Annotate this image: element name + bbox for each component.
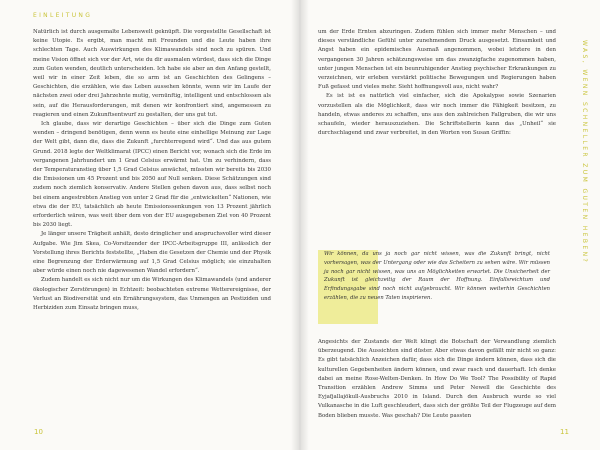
paragraph: Je länger unsere Trägheit anhält, desto dringlicher und anspruchsvoller wird dieser Aufgabe. Wie Jim Skea, Co-Vorsitzender der IPCC-Arbeitsgruppe III, anlässlich der Vorstellung ihres Berichts feststellte, „Haben die Gesetzen der Chemie und der Physik eine Begrenzung der Erderwärmung auf 1,5 Grad Celsius möglich; sie einzuhalten aber würde einen noch nie dagewesenen Wandel erfordern“. — [33, 231, 271, 275]
paragraph: Natürlich ist durch ausgemalte Lebenswelt geknüpft. Die vorgestellte Gesellschaft ist keine Utopie. Es ergibt, man macht mit Freunden und die Leute haben ihre schlechten Tage. Auch Auswirkungen des Klimawandels sind noch zu spüren. Und meine Vision öffnet sich vor der Art, wie du dir ausmalen würdest, dass sich die Dinge zum Guten wenden, deutlich unterscheiden. Ich habe sie aber an den Anfang gestellt, weil wir in einer Zeit leben, die so arm ist an Geschichten des Gelingens – Geschichten, die erzählen, wie das Leben aussehen könnte, wenn wir im Laufe der nächsten zwei oder drei Jahrzehnte mutig, vernünftig, intelligent und entschlossen als sein, auf die Herausforderungen, mit denen wir konfrontiert sind, angemessen zu reagieren und einen Zukunftsentwurf zu gestalten, der uns gut tut. — [33, 29, 271, 118]
page-number-right: 11 — [560, 428, 569, 436]
running-head-left: EINLEITUNG — [33, 12, 93, 19]
paragraph: Ich glaube, dass wir derartige Geschichten – über sich die Dinge zum Guten wenden – dringend benötigen, denn wenn es heute eine einhellige Meinung zur Lage der Welt gibt, dann die, dass die Zukunft „furchterregend wird“. Und das aus gutem Grund. 2018 legte der Weltklimarat (IPCC) einen Bericht vor, wonach sich die Erde im vergangenen Jahrhundert um 1 Grad Celsius erwärmt hat. Um zu verhindern, dass der Temperaturanstieg über 1,5 Grad Celsius anwächst, müssten wir bereits bis 2030 die Emissionen um 45 Prozent und bis 2050 auf Null senken. Diese Schätzungen sind zudem noch ziemlich konservativ. Andere Stellen gehen davon aus, dass selbst noch bei einem angestrebten Anstieg von unter 2 Grad für die „entwickelten“ Nationen, wie etwa die der EU, tatsächlich ab heute Emissionssenkungen von 13 Prozent jährlich erforderlich wären, was weit über dem von der EU ausgegebenen Ziel von 40 Prozent bis 2030 liegt. — [33, 121, 271, 229]
right-text-column-bottom — [318, 338, 556, 421]
running-head-right: WAS, WENN SCHNELLER ZUM GUTEN HEBEN? — [581, 40, 588, 265]
paragraph: Es ist ist es natürlich viel einfacher, sich die Apokalypse sowie Szenarien vorzustellen als die Möglichkeit, dass wir noch immer die Fähigkeit besitzen, zu handeln, etwas anderes zu schaffen, uns aus den zahlreichen Fallgruben, die wir uns schaufeln, wieder herauszuziehen. Die Schriftstellerin kann das „Unheil“ sie durchschlagend und zwar verbreitet, in den Worten von Susan Griffin: — [318, 93, 556, 137]
paragraph: Angesichts der Zustands der Welt klingt die Botschaft der Verwandlung ziemlich überzeugend. Die Aussichten sind düster. Aber etwas davon gefällt mir nicht so ganz: Es gibt tatsächlich Anzeichen dafür, dass sich die Dinge ändern können, dass sich die kulturellen Gegebenheiten ändern können, und zwar rasch und dauerhaft. Ich denke dabei an meine Rose-Welten-Denken. In How Do We Tool? The Possibility of Rapid Transition erzählen Andrew Simms und Peter Newell die Geschichte des Eyjafjallajökull-Ausbruchs 2010 in Island. Durch den Ausbruch wurde so viel Vulkanasche in die Luft geschleudert, dass sich der größte Teil der Flugzeuge auf dem Boden blieben musste. Was geschah? Die Leute passten — [318, 339, 556, 419]
page-number-left: 10 — [34, 428, 43, 436]
quote-text: Wir können, da uns ja noch gar nicht wissen, was die Zukunft bringt, nicht vorhersagen, was der Untergang oder wie das Scheitern zu sehen wäre. Wir müssen ja noch gar nicht wissen, was uns an Möglichkeiten erwartet. Die Unsicherheit der Zukunft ist gleichzeitig der Raum der Hoffnung. Einfallsreichtum und Erfindungsgabe sind noch nicht aufgebraucht. Wir können weiterhin Geschichten erzählen, die zu neuen Taten inspirieren. — [324, 251, 550, 301]
side-running-head — [576, 40, 590, 290]
paragraph: Zudem handelt es sich nicht nur um die Wirkungen des Klimawandels (und anderer ökologischer Zerstörungen) in Echtzeit: beobachteten extreme Wetterereignisse, der Verlust an Biodiversität und ein Ernährungssystem, das Unmengen an Pestiziden und Herbiziden zum Einsatz bringen muss, — [33, 277, 271, 312]
paragraph: um der Erde Ernten abzuringen. Zudem fühlen sich immer mehr Menschen – und dieses verständliche Gefühl unter zunehmendem Druck ausgesetzt. Einsamkeit und Angst haben ein epidemisches Ausmaß angenommen, wobei letztere in den vergangenen 30 Jahren schätzungsweise um das zwanzigfache zugenommen haben, unter jungen Menschen ist ein beunruhigender Anstieg psychischer Erkrankungen zu verzeichnen, wir erleben verstärkt politische Bewegungen und Regierungen haben Fuß gefasst und vieles mehr. Sieht hoffnungsvoll aus, nicht wahr? — [318, 29, 556, 91]
left-text-column — [33, 28, 271, 313]
right-text-column-top — [318, 28, 556, 138]
book-gutter — [291, 0, 309, 450]
block-quote — [324, 250, 550, 303]
